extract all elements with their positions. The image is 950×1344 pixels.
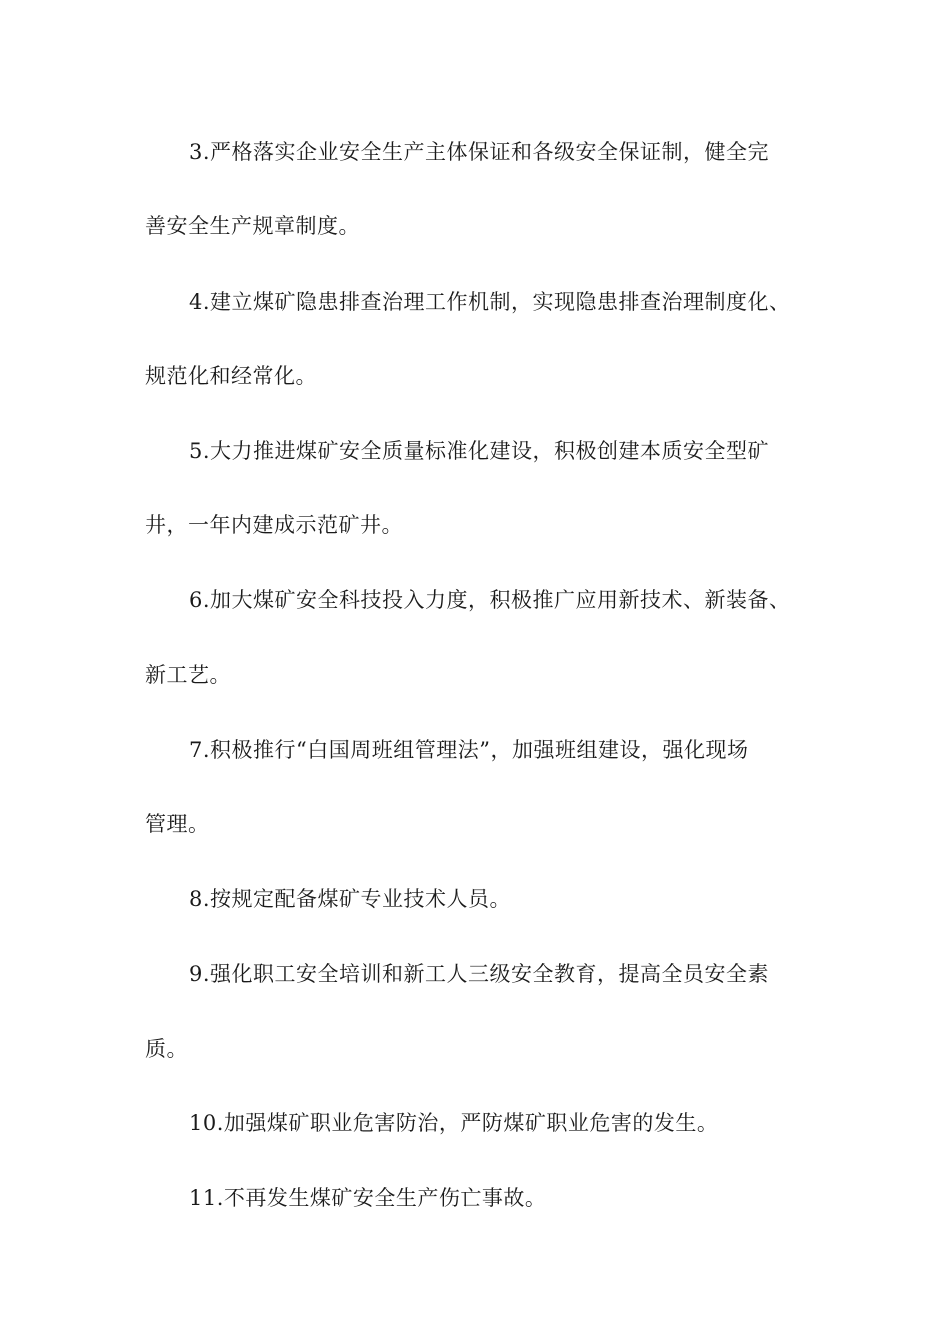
paragraph-5-line-2: 井，一年内建成示范矿井。 bbox=[145, 513, 403, 537]
paragraph-7-line-1: 7.积极推行“白国周班组管理法”，加强班组建设，强化现场 bbox=[189, 738, 749, 762]
paragraph-11-line-1: 11.不再发生煤矿安全生产伤亡事故。 bbox=[189, 1186, 547, 1210]
paragraph-5-line-1: 5.大力推进煤矿安全质量标准化建设，积极创建本质安全型矿 bbox=[189, 439, 770, 463]
paragraph-3-line-1: 3.严格落实企业安全生产主体保证和各级安全保证制，健全完 bbox=[189, 140, 770, 164]
paragraph-4-line-1: 4.建立煤矿隐患排查治理工作机制，实现隐患排查治理制度化、 bbox=[189, 290, 791, 314]
paragraph-3-line-2: 善安全生产规章制度。 bbox=[145, 214, 360, 238]
paragraph-10-line-1: 10.加强煤矿职业危害防治，严防煤矿职业危害的发生。 bbox=[189, 1111, 719, 1135]
paragraph-9-line-2: 质。 bbox=[145, 1037, 188, 1061]
paragraph-6-line-2: 新工艺。 bbox=[145, 663, 231, 687]
paragraph-7-line-2: 管理。 bbox=[145, 812, 210, 836]
paragraph-6-line-1: 6.加大煤矿安全科技投入力度，积极推广应用新技术、新装备、 bbox=[189, 588, 791, 612]
paragraph-8-line-1: 8.按规定配备煤矿专业技术人员。 bbox=[189, 887, 512, 911]
paragraph-4-line-2: 规范化和经常化。 bbox=[145, 364, 317, 388]
paragraph-9-line-1: 9.强化职工安全培训和新工人三级安全教育，提高全员安全素 bbox=[189, 962, 770, 986]
